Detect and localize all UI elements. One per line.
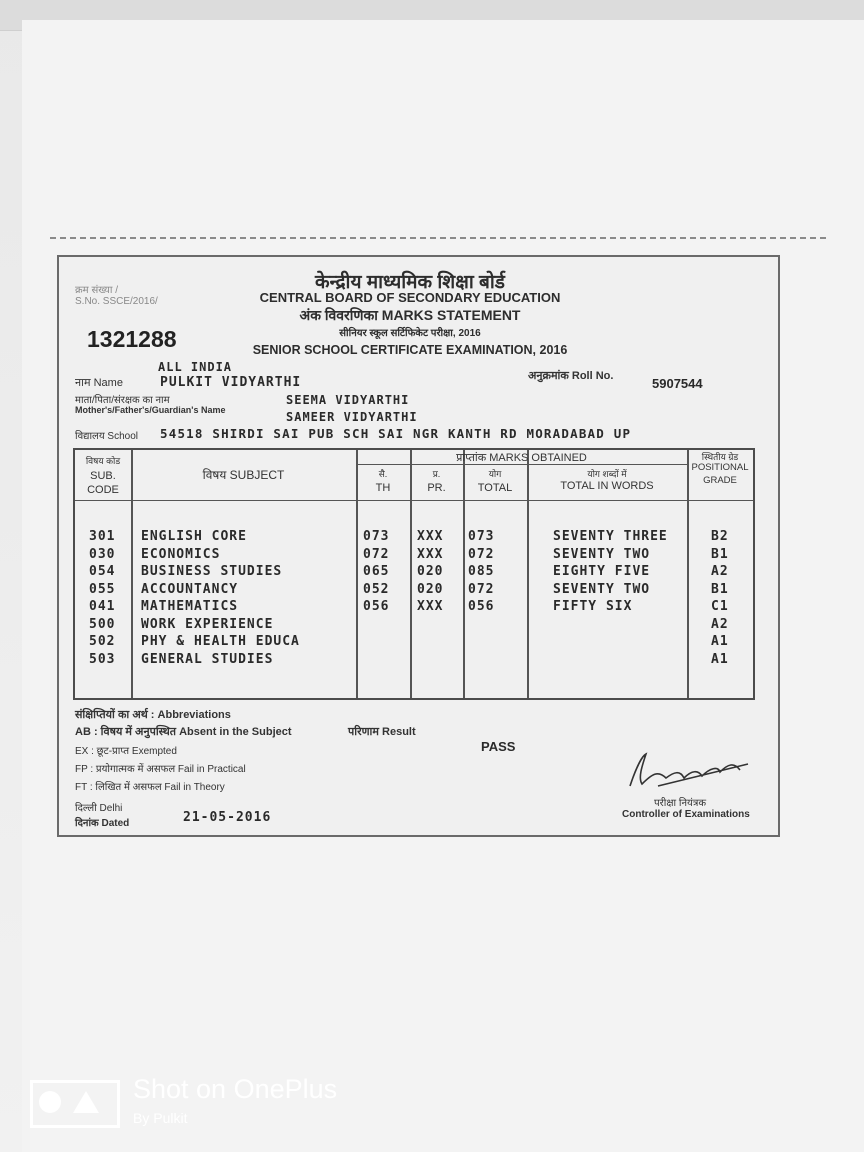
cell-words: FIFTY SIX <box>553 599 633 614</box>
board-english-name: CENTRAL BOARD OF SECONDARY EDUCATION <box>259 290 561 305</box>
cell-grade: B1 <box>711 546 729 562</box>
roll-label: अनुक्रमांक Roll No. <box>528 370 614 382</box>
cell-grade: A1 <box>711 651 729 667</box>
col-divider <box>131 450 133 698</box>
cell-words: EIGHTY FIVE <box>553 564 651 579</box>
cell-code: 500 <box>89 616 116 632</box>
cell-pr: 020 <box>417 581 444 597</box>
cell-subject: MATHEMATICS <box>141 599 239 614</box>
cell-subject: PHY & HEALTH EDUCA <box>141 634 300 649</box>
cell-grade: A2 <box>711 564 729 579</box>
header-th-hindi: सै. <box>378 469 388 479</box>
header-grade: GRADE <box>703 475 737 486</box>
board-hindi-name: केन्द्रीय माध्यमिक शिक्षा बोर्ड <box>315 272 505 293</box>
serial-number: 1321288 <box>87 326 177 352</box>
marks-table <box>73 448 755 700</box>
header-subject: विषय SUBJECT <box>202 468 285 482</box>
place: दिल्ली Delhi <box>75 803 123 814</box>
cell-code: 502 <box>89 634 116 649</box>
cell-words: SEVENTY TWO <box>553 581 651 597</box>
cell-pr: XXX <box>417 546 444 562</box>
cell-grade: B2 <box>711 529 729 544</box>
cell-subject: WORK EXPERIENCE <box>141 616 274 632</box>
cell-total: 056 <box>468 599 495 614</box>
header-words-hindi: योग शब्दों में <box>587 469 627 479</box>
cell-pr: 020 <box>417 564 444 579</box>
oneplus-logo-icon <box>30 1080 120 1128</box>
abbreviations-title: संक्षिप्तियों का अर्थ : Abbreviations <box>75 709 231 721</box>
cell-pr: XXX <box>417 529 444 544</box>
header-total: TOTAL <box>477 482 513 494</box>
cell-subject: GENERAL STUDIES <box>141 651 274 667</box>
parent-label: Mother's/Father's/Guardian's Name <box>75 405 226 415</box>
cell-grade: B1 <box>711 581 729 597</box>
cell-subject: BUSINESS STUDIES <box>141 564 283 579</box>
controller-title-hindi: परीक्षा नियंत्रक <box>654 798 707 809</box>
issue-date: 21-05-2016 <box>183 810 272 825</box>
header-th: TH <box>375 482 391 494</box>
cell-code: 030 <box>89 546 116 562</box>
name-label: नाम Name <box>75 377 123 389</box>
watermark-main: Shot on OnePlus <box>133 1074 338 1104</box>
roll-number: 5907544 <box>652 376 703 391</box>
cell-th: 073 <box>363 529 390 544</box>
cell-th: 072 <box>363 546 390 562</box>
abbr-absent: AB : विषय में अनुपस्थित Absent in the Subject <box>75 726 292 738</box>
exam-title: SENIOR SCHOOL CERTIFICATE EXAMINATION, 2016 <box>252 343 568 357</box>
abbr-fail-theory: FT : लिखित में असफल Fail in Theory <box>75 782 225 793</box>
cell-th: 052 <box>363 581 390 597</box>
watermark-sub: By Pulkit <box>133 1110 188 1126</box>
cell-grade: A1 <box>711 634 729 649</box>
cell-total: 072 <box>468 581 495 597</box>
region: ALL INDIA <box>158 360 233 374</box>
cell-subject: ACCOUNTANCY <box>141 581 239 597</box>
header-code-hindi: विषय कोड <box>85 456 121 466</box>
cell-code: 301 <box>89 529 116 544</box>
header-pr-hindi: प्र. <box>432 469 441 479</box>
controller-title: Controller of Examinations <box>622 809 750 820</box>
controller-signature <box>622 748 752 793</box>
cell-subject: ECONOMICS <box>141 546 221 562</box>
cell-grade: C1 <box>711 599 729 614</box>
cell-code: 041 <box>89 599 116 614</box>
header-marks-obtained: प्राप्तांक MARKS OBTAINED <box>456 452 587 464</box>
serial-label-hindi: क्रम संख्या / <box>75 285 118 296</box>
header-sub: SUB. <box>90 470 116 482</box>
parent-label-hindi: माता/पिता/संरक्षक का नाम <box>75 395 170 406</box>
col-divider <box>687 450 689 698</box>
school-name: 54518 SHIRDI SAI PUB SCH SAI NGR KANTH RD MORADABAD UP <box>160 426 632 441</box>
cell-pr: XXX <box>417 599 444 614</box>
candidate-name: PULKIT VIDYARTHI <box>160 375 302 390</box>
result-value: PASS <box>481 739 516 754</box>
cell-total: 072 <box>468 546 495 562</box>
abbr-fail-practical: FP : प्रयोगात्मक में असफल Fail in Practical <box>75 764 246 775</box>
abbr-exempted: EX : छूट-प्राप्त Exempted <box>75 746 177 757</box>
dated-label: दिनांक Dated <box>75 818 130 829</box>
cell-code: 054 <box>89 564 116 579</box>
cell-total: 073 <box>468 529 495 544</box>
cell-grade: A2 <box>711 616 729 632</box>
cell-total: 085 <box>468 564 495 579</box>
header-bottom-line <box>75 500 753 501</box>
dashed-cut-line <box>50 237 826 239</box>
cell-th: 065 <box>363 564 390 579</box>
father-name: SAMEER VIDYARTHI <box>286 410 418 424</box>
mother-name: SEEMA VIDYARTHI <box>286 393 410 407</box>
header-total-hindi: योग <box>488 469 502 479</box>
cell-subject: ENGLISH CORE <box>141 529 247 544</box>
cell-code: 503 <box>89 651 116 667</box>
header-positional: POSITIONAL <box>691 462 749 473</box>
serial-label: S.No. SSCE/2016/ <box>75 296 158 307</box>
cell-words: SEVENTY THREE <box>553 529 668 544</box>
header-grade-hindi: स्थितीय ग्रेड <box>701 452 739 462</box>
statement-title: अंक विवरणिका MARKS STATEMENT <box>299 307 521 323</box>
cell-code: 055 <box>89 581 116 597</box>
cell-words: SEVENTY TWO <box>553 546 651 562</box>
school-label: विद्यालय School <box>75 431 138 442</box>
exam-title-hindi: सीनियर स्कूल सर्टिफिकेट परीक्षा, 2016 <box>339 328 481 339</box>
header-total-in-words: TOTAL IN WORDS <box>560 480 654 492</box>
result-label: परिणाम Result <box>348 726 416 738</box>
header-code: CODE <box>87 484 119 496</box>
cell-th: 056 <box>363 599 390 614</box>
header-pr: PR. <box>427 482 446 494</box>
